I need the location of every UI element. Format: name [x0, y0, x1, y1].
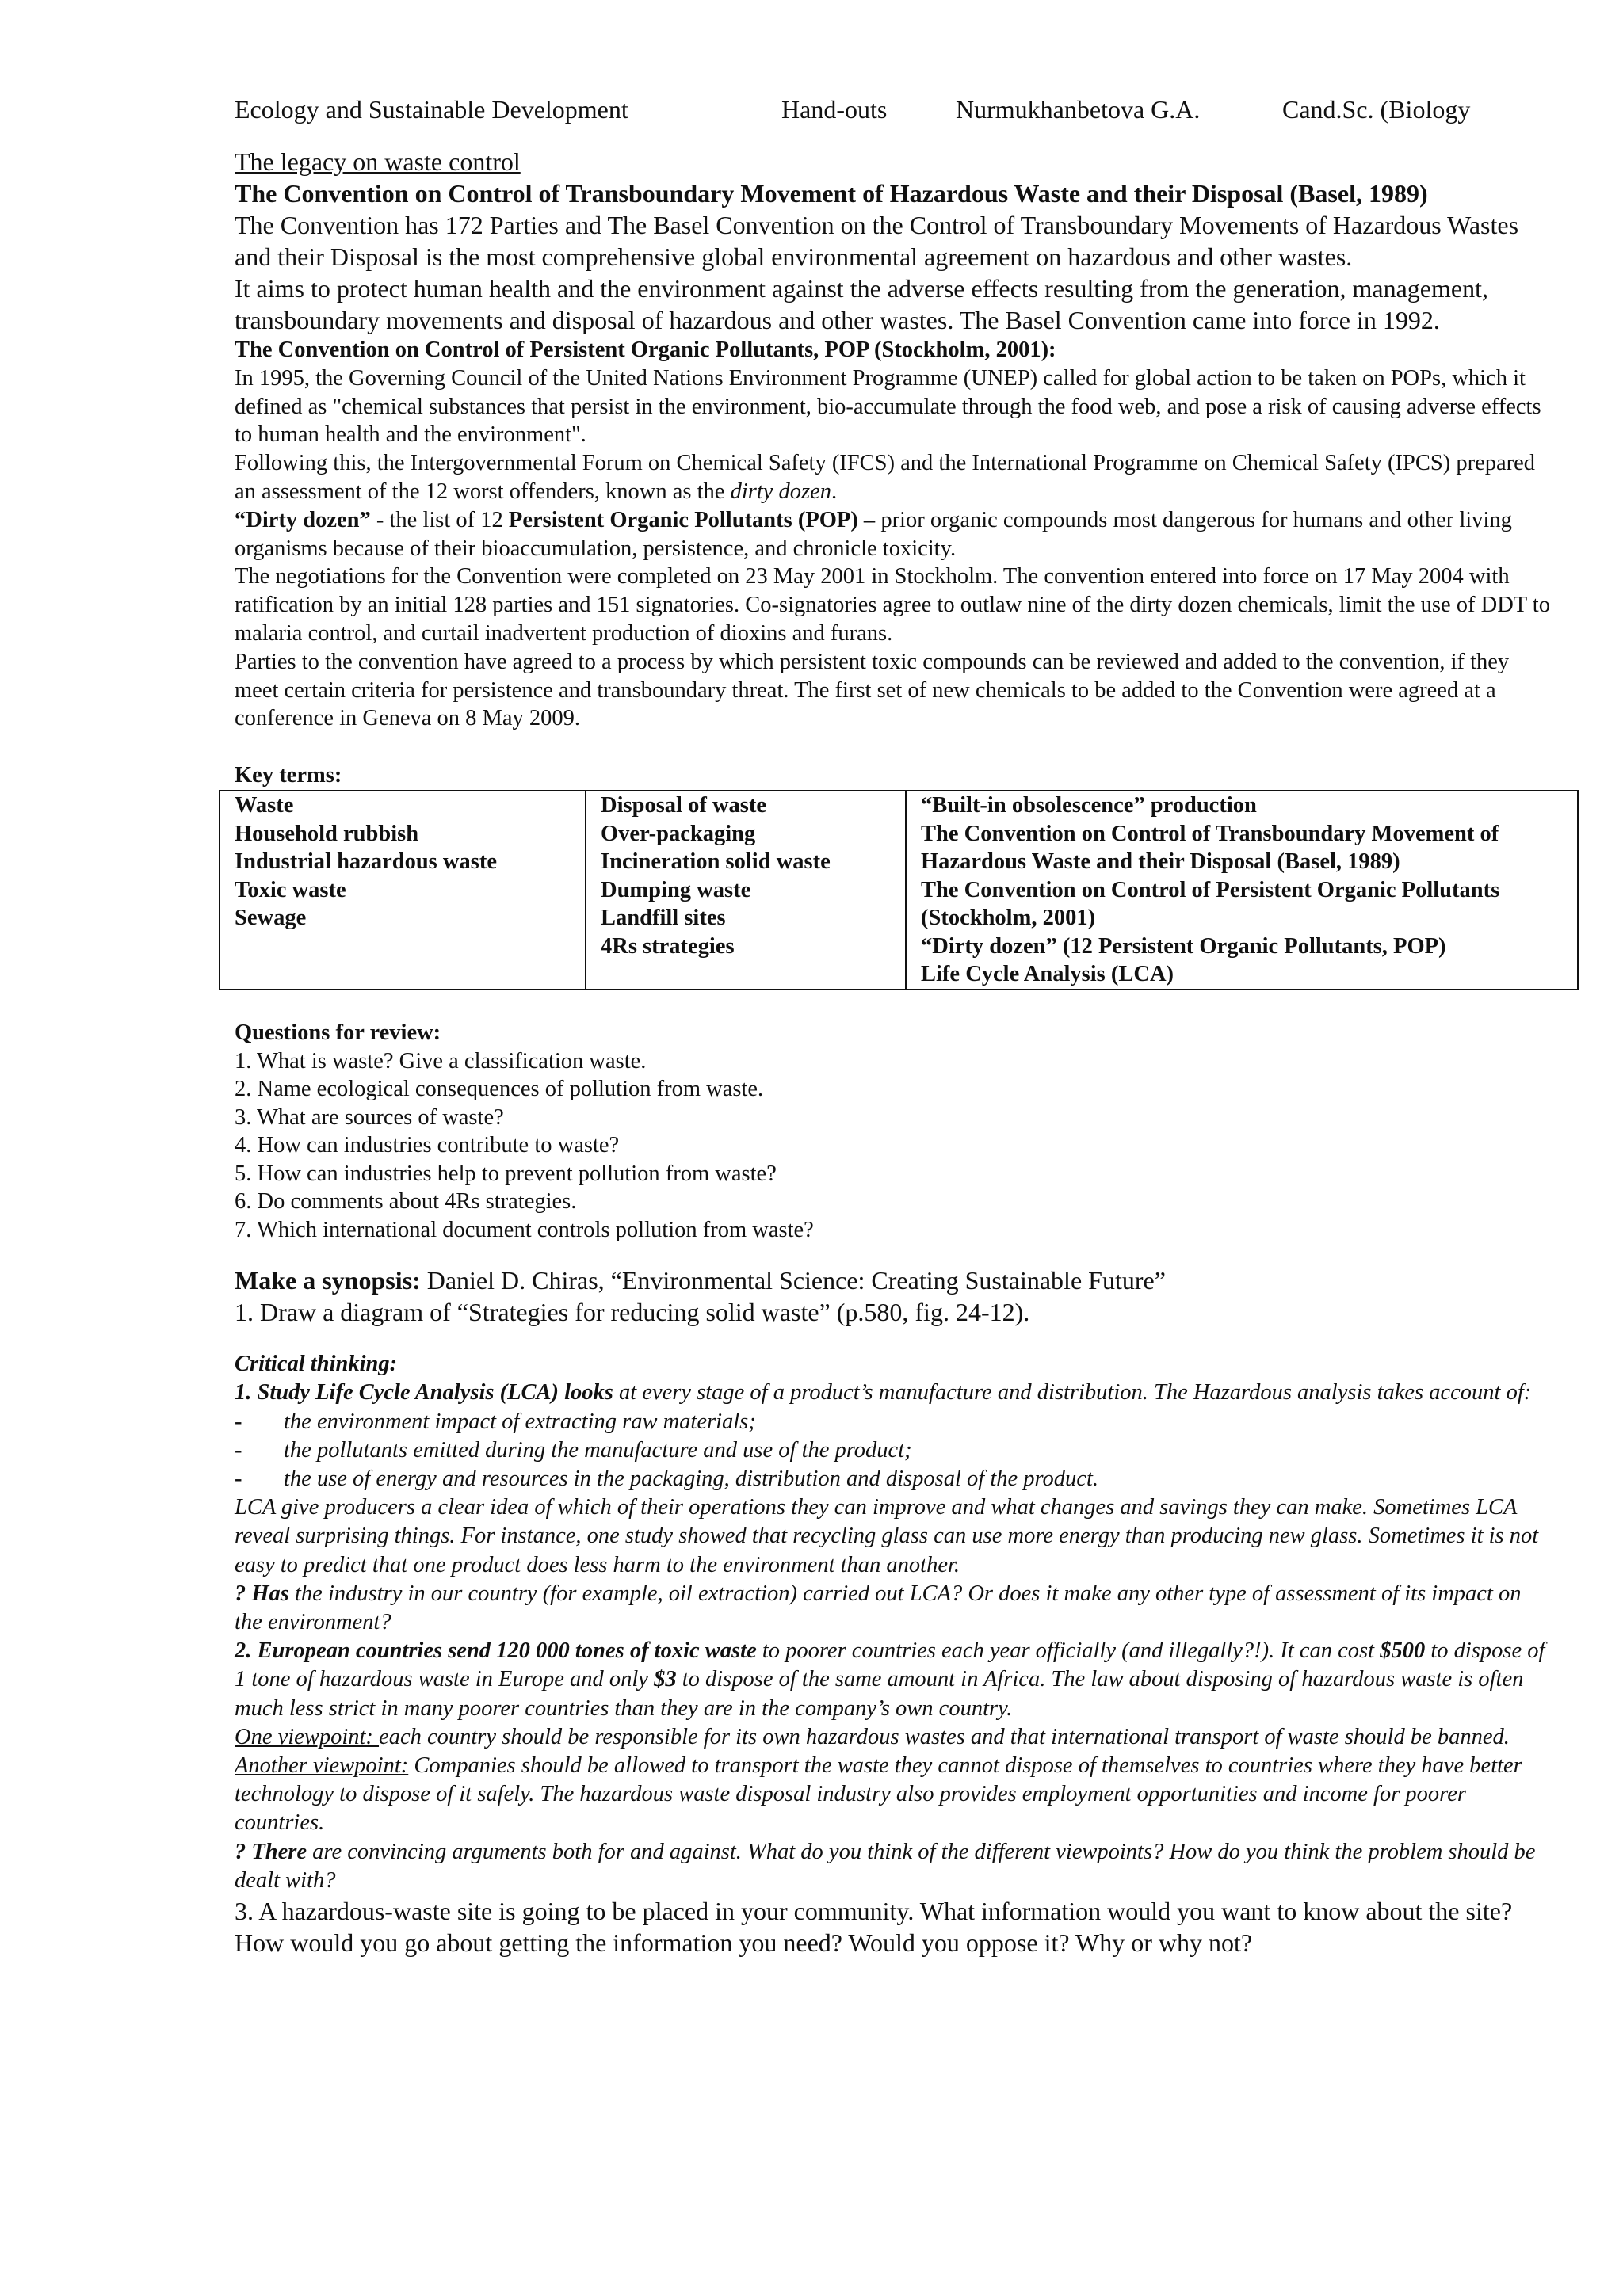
synopsis-label: Make a synopsis: — [235, 1266, 421, 1295]
review-question: 7. Which international document controls pollution from waste? — [235, 1217, 814, 1242]
bullet-text: the environment impact of extracting raw materials; — [284, 1409, 756, 1434]
viewpoints-ask-label: ? There — [235, 1839, 307, 1864]
lca-ask-text: the industry in our country (for example, oil extraction) carried out LCA? Or does it make any other type of assessment of its impact on the environment? — [235, 1581, 1522, 1634]
key-term: Incineration solid waste — [601, 849, 831, 875]
toxic-waste-question — [235, 1637, 1550, 1723]
synopsis-task: 1. Draw a diagram of “Strategies for reducing solid waste” (p.580, fig. 24-12). — [235, 1298, 1030, 1327]
stockholm-p2-end: . — [831, 479, 838, 504]
cost-europe: $500 — [1380, 1638, 1426, 1664]
bullet-text: the use of energy and resources in the packaging, distribution and disposal of the product. — [284, 1466, 1098, 1491]
synopsis-source: Daniel D. Chiras, “Environmental Science: Creating Sustainable Future” — [420, 1266, 1166, 1295]
key-terms-column-3 — [906, 791, 1578, 990]
key-term: The Convention on Control of Transboundary Movement of — [921, 821, 1499, 846]
bullet-text: the pollutants emitted during the manufacture and use of the product; — [284, 1437, 912, 1463]
viewpoints-ask-text: are convincing arguments both for and against. What do you think of the different viewpoints? How do you think the problem should be dealt with? — [235, 1839, 1536, 1893]
key-term: Toxic waste — [235, 877, 346, 902]
key-term: The Convention on Control of Persistent Organic Pollutants — [921, 877, 1500, 902]
toxic-waste-label: 2. European countries send 120 000 tones of toxic waste — [235, 1638, 757, 1664]
review-question: 6. Do comments about 4Rs strategies. — [235, 1189, 577, 1215]
review-question: 3. What are sources of waste? — [235, 1104, 504, 1130]
key-terms-column-2 — [586, 791, 906, 990]
lca-bullet — [235, 1436, 1550, 1465]
basel-heading: The Convention on Control of Transboundary Movement of Hazardous Waste and their Disposal (Basel, 1989) — [235, 179, 1428, 208]
author-degree: Cand.Sc. (Biology — [1282, 95, 1471, 124]
key-term: Disposal of waste — [601, 793, 767, 818]
key-term: Industrial hazardous waste — [235, 849, 497, 875]
review-questions-list — [235, 1047, 1550, 1245]
key-term: Landfill sites — [601, 906, 726, 931]
review-question: 4. How can industries contribute to waste? — [235, 1133, 620, 1158]
key-term: Dumping waste — [601, 877, 751, 902]
stockholm-paragraph-2 — [235, 449, 1550, 506]
synopsis-section — [235, 1264, 1550, 1328]
lca-question-text: at every stage of a product’s manufacture and distribution. The Hazardous analysis takes account of: — [613, 1380, 1532, 1405]
page-header — [235, 93, 1550, 125]
toxic-waste-text-1: to poorer countries each year officially (and illegally?!). It can cost — [756, 1638, 1381, 1664]
lca-question-label: 1. Study Life Cycle Analysis (LCA) looks — [235, 1380, 613, 1405]
key-term: Sewage — [235, 906, 307, 931]
stockholm-paragraph-1: In 1995, the Governing Council of the United Nations Environment Programme (UNEP) called for global action to be taken on POPs, which it defined as "chemical substances that persist in the environment, bio-accumulate through the food web, and pose a risk of causing adverse effects to human health and the environment". — [235, 365, 1541, 448]
stockholm-heading: The Convention on Control of Persistent Organic Pollutants, POP (Stockholm, 2001): — [235, 338, 1056, 362]
author-name: Nurmukhanbetova G.A. — [956, 95, 1201, 124]
viewpoint-one — [235, 1723, 1550, 1752]
stockholm-paragraph-4: The negotiations for the Convention were completed on 23 May 2001 in Stockholm. The convention entered into force on 17 May 2004 with ratification by an initial 128 parties and 151 signatories. Co-signatories agree to outlaw nine of the dirty dozen chemicals, limit the use of DDT to malaria control, and curtail inadvertent production of dioxins and furans. — [235, 564, 1550, 646]
review-question: 2. Name ecological consequences of pollution from waste. — [235, 1077, 764, 1102]
stockholm-p2-text: Following this, the Intergovernmental Forum on Chemical Safety (IFCS) and the International Programme on Chemical Safety (IPCS) prepared an assessment of the 12 worst offenders, known as the — [235, 451, 1536, 504]
key-term: “Built-in obsolescence” production — [921, 793, 1257, 818]
review-question: 1. What is waste? Give a classification waste. — [235, 1048, 647, 1074]
dirty-dozen-label: “Dirty dozen” — [235, 507, 371, 532]
lca-paragraph: LCA give producers a clear idea of which of their operations they can improve and what changes and savings they can make. Sometimes LCA reveal surprising things. For instance, one study showed that recycling glass can use more energy than producing new glass. Sometimes it is not easy to predict that one product does less harm to the environment than another. — [235, 1495, 1539, 1577]
critical-thinking-section — [235, 1350, 1550, 1895]
lca-discussion-question — [235, 1580, 1550, 1637]
bullet-dash: - — [235, 1466, 242, 1491]
key-term: Waste — [235, 793, 294, 818]
viewpoint-two-label: Another viewpoint: — [235, 1753, 409, 1778]
key-terms-column-1 — [220, 791, 586, 990]
key-terms-title: Key terms: — [235, 763, 342, 788]
stockholm-paragraph-5: Parties to the convention have agreed to a process by which persistent toxic compounds can be reviewed and added to the convention, if they meet certain criteria for persistence and transboundary threat. The first set of new chemicals to be added to the Convention were agreed at a conference in Geneva on 8 May 2009. — [235, 649, 1510, 731]
synopsis-line — [235, 1264, 1550, 1296]
dirty-dozen-mid: - the list of 12 — [370, 507, 509, 532]
key-term: Over-packaging — [601, 821, 756, 846]
pop-label: Persistent Organic Pollutants (POP) – — [508, 507, 876, 532]
viewpoints-discussion-question — [235, 1838, 1550, 1895]
key-term: Life Cycle Analysis (LCA) — [921, 962, 1174, 987]
dirty-dozen-term: dirty dozen — [730, 479, 832, 504]
viewpoint-one-label: One viewpoint: — [235, 1724, 380, 1749]
lca-bullet — [235, 1408, 1550, 1436]
key-term: Household rubbish — [235, 821, 419, 846]
section-title: The legacy on waste control — [235, 147, 521, 176]
toxic-waste-text-3: to dispose of the same amount in Africa. The law about disposing of hazardous waste is often much less strict in many poorer countries than they are in the company’s own country. — [235, 1667, 1524, 1721]
viewpoint-one-text: each country should be responsible for its own hazardous wastes and that international transport of waste should be banned. — [379, 1724, 1510, 1749]
dirty-dozen-end: prior organic compounds most dangerous for humans and other living organisms because of their bioaccumulation, persistence, and chronicle toxicity. — [235, 507, 1512, 561]
handout-page — [235, 93, 1550, 1958]
cost-africa: $3 — [654, 1667, 677, 1692]
bullet-dash: - — [235, 1437, 242, 1463]
key-term: (Stockholm, 2001) — [921, 906, 1096, 931]
viewpoint-two — [235, 1752, 1550, 1838]
basel-paragraph-1: The Convention has 172 Parties and The Basel Convention on the Control of Transboundary Movements of Hazardous Wastes and their Disposal is the most comprehensive global environmental agreement on hazardous and other wastes. — [235, 211, 1519, 271]
review-question: 5. How can industries help to prevent pollution from waste? — [235, 1161, 777, 1186]
course-title: Ecology and Sustainable Development — [235, 95, 628, 124]
viewpoint-two-text: Companies should be allowed to transport the waste they cannot dispose of themselves to countries where they have better technology to dispose of it safely. The hazardous waste disposal industry also provides employment opportunities and income for poorer countries. — [235, 1753, 1522, 1836]
key-terms-table — [219, 790, 1579, 990]
review-questions-title: Questions for review: — [235, 1020, 441, 1045]
document-type: Hand-outs — [781, 95, 888, 124]
lca-bullet — [235, 1465, 1550, 1493]
key-term: Hazardous Waste and their Disposal (Basel, 1989) — [921, 849, 1400, 875]
hazardous-site-question: 3. A hazardous-waste site is going to be placed in your community. What information would you want to know about the site? How would you go about getting the information you need? Would you oppose it? Why or why not? — [235, 1897, 1513, 1958]
lca-question-intro — [235, 1379, 1550, 1407]
key-term: “Dirty dozen” (12 Persistent Organic Pollutants, POP) — [921, 933, 1446, 959]
basel-paragraph-2: It aims to protect human health and the environment against the adverse effects resulting from the generation, management, transboundary movements and disposal of hazardous and other wastes. The Basel Convention came into force in 1992. — [235, 274, 1488, 334]
key-term: 4Rs strategies — [601, 933, 735, 959]
toxic-waste-text-2: to dispose of 1 tone of hazardous waste in Europe and only — [235, 1638, 1545, 1692]
dirty-dozen-definition — [235, 506, 1550, 563]
bullet-dash: - — [235, 1409, 242, 1434]
lca-ask-label: ? Has — [235, 1581, 289, 1606]
critical-thinking-title: Critical thinking: — [235, 1352, 398, 1377]
